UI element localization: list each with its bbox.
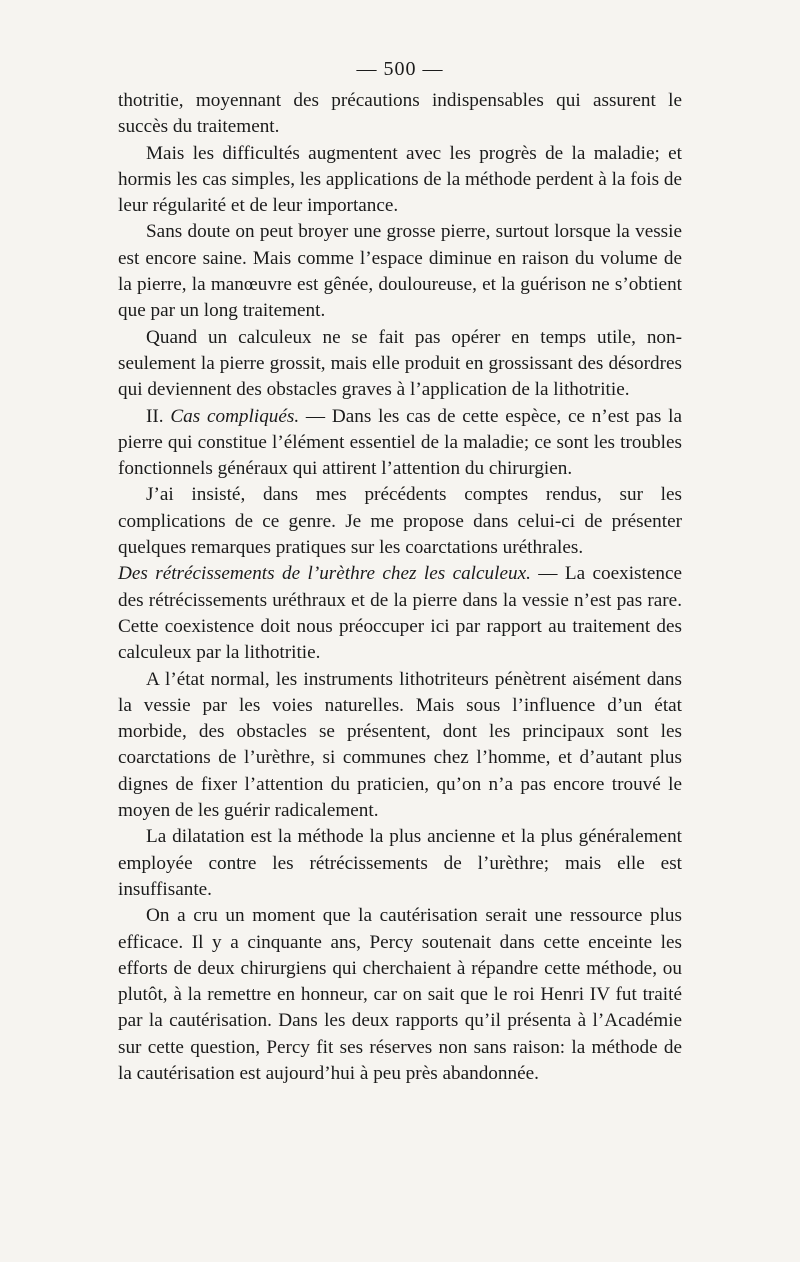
section-heading: Cas compliqués.: [170, 405, 300, 427]
paragraph-1: thotritie, moyennant des précautions indispensables qui assurent le succès du traitement.: [118, 90, 682, 138]
paragraph-3: Sans doute on peut broyer une grosse pierre, surtout lorsque la vessie est encore saine. Mais comme l’espace diminue en raison du volume de la pierre, la manœuvre est gênée, douloureuse, et la guérison ne s’obtient que par un long traitement.: [118, 221, 682, 322]
paragraph-8: A l’état normal, les instruments lithotriteurs pénètrent aisément dans la vessie par les voies naturelles. Mais sous l’influence d’un état morbide, des obstacles se présentent, dont les principaux sont les coarctations de l’urèthre, si communes chez l’homme, et d’autant plus dignes de fixer l’attention du praticien, qu’on n’a pas encore trouvé le moyen de les guérir radicalement.: [118, 668, 682, 822]
paragraph-5-text: — Dans les cas de cette espèce, ce n’est pas la pierre qui constitue l’élément essentiel de la maladie; ce sont les troubles fonctionnels généraux qui attirent l’attention du chirurgien.: [118, 405, 682, 480]
body-text: [118, 88, 682, 1087]
section-number: II.: [146, 405, 164, 427]
paragraph-5: [118, 404, 682, 483]
paragraph-2: Mais les difficultés augmentent avec les progrès de la maladie; et hormis les cas simples, les applications de la méthode perdent à la fois de leur régularité et de leur importance.: [118, 142, 682, 217]
paragraph-9: La dilatation est la méthode la plus ancienne et la plus généralement employée contre les rétrécissements de l’urèthre; mais elle est insuffisante.: [118, 826, 682, 900]
paragraph-7: [118, 561, 682, 666]
subsection-heading: Des rétrécissements de l’urèthre chez les calculeux.: [118, 563, 531, 585]
paragraph-6: J’ai insisté, dans mes précédents comptes rendus, sur les complications de ce genre. Je me propose dans celui-ci de présenter quelques remarques pratiques sur les coarctations uréthrales.: [118, 484, 682, 559]
paragraph-7-text: — La coexistence des rétrécissements uréthraux et de la pierre dans la vessie n’est pas rare. Cette coexistence doit nous préoccuper ici par rapport au traitement des calculeux par la lithotritie.: [118, 563, 683, 664]
page-number: — 500 —: [356, 58, 444, 80]
paragraph-10: On a cru un moment que la cautérisation serait une ressource plus efficace. Il y a cinquante ans, Percy soutenait dans cette enceinte les efforts de deux chirurgiens qui cherchaient à répandre cette méthode, ou plutôt, à la remettre en honneur, car on sait que le roi Henri IV fut traité par la cautérisation. Dans les deux rapports qu’il présenta à l’Académie sur cette question, Percy fit ses réserves non sans raison: la méthode de la cautérisation est aujourd’hui à peu près abandonnée.: [118, 905, 682, 1084]
paragraph-4: Quand un calculeux ne se fait pas opérer en temps utile, non-seulement la pierre grossit, mais elle produit en grossissant des désordres qui deviennent des obstacles graves à l’application de la lithotritie.: [118, 326, 682, 401]
